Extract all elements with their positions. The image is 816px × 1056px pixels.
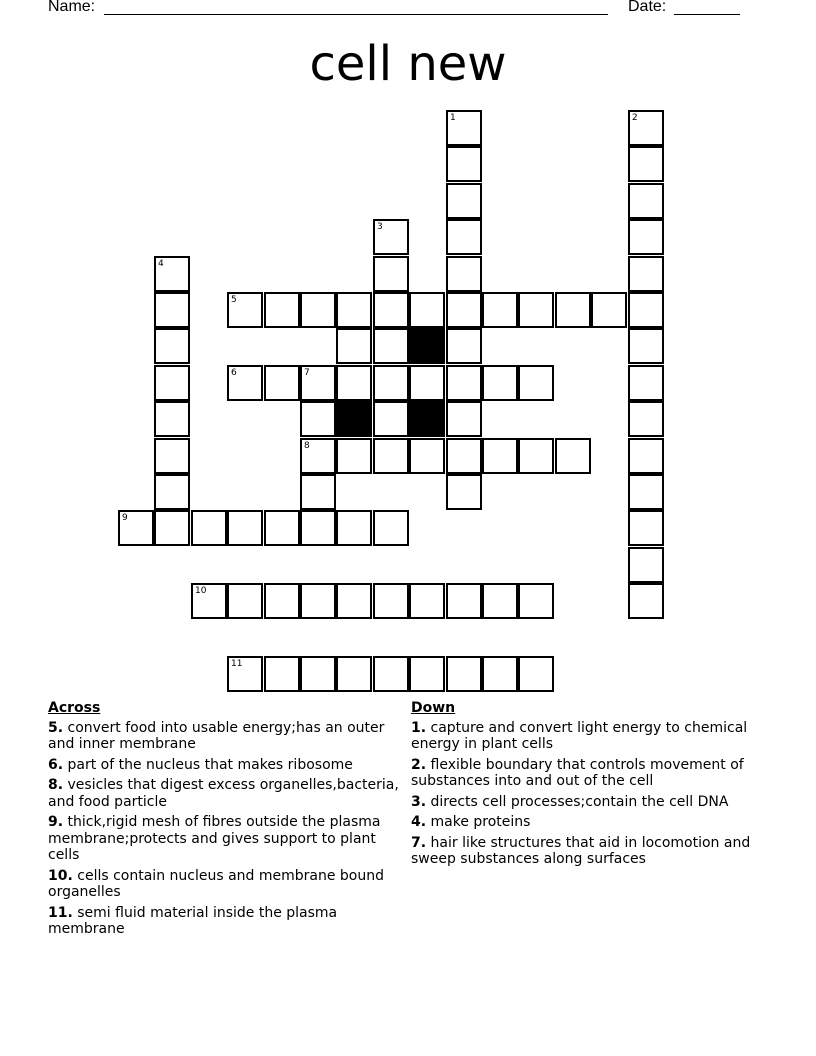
grid-cell[interactable] <box>373 401 409 437</box>
grid-cell[interactable] <box>191 583 227 619</box>
grid-cell[interactable] <box>227 583 263 619</box>
grid-cell[interactable] <box>628 256 664 292</box>
grid-cell[interactable] <box>373 365 409 401</box>
clue-text: directs cell processes;contain the cell DNA <box>430 793 729 810</box>
grid-cell[interactable] <box>446 292 482 328</box>
clue-down-4 <box>411 814 761 831</box>
clue-number: 1. <box>411 719 427 736</box>
grid-cell[interactable] <box>409 292 445 328</box>
clue-text: capture and convert light energy to chemical energy in plant cells <box>411 719 748 752</box>
clue-across-5 <box>48 720 400 753</box>
grid-cell[interactable] <box>628 219 664 255</box>
grid-cell[interactable] <box>518 365 554 401</box>
grid-cell[interactable] <box>628 365 664 401</box>
clue-number-label: 2 <box>632 113 638 123</box>
grid-cell[interactable] <box>264 365 300 401</box>
grid-cell[interactable] <box>628 328 664 364</box>
clue-text: semi fluid material inside the plasma membrane <box>48 904 338 937</box>
clue-text: thick,rigid mesh of fibres outside the plasma membrane;protects and gives support to plant cells <box>48 814 381 863</box>
grid-cell[interactable] <box>300 401 336 437</box>
clue-number-label: 10 <box>195 586 207 596</box>
grid-cell[interactable] <box>264 656 300 692</box>
clue-text: convert food into usable energy;has an outer and inner membrane <box>48 719 385 752</box>
clue-number-label: 5 <box>231 295 237 305</box>
grid-cell[interactable] <box>336 328 372 364</box>
grid-cell[interactable] <box>154 401 190 437</box>
clue-text: flexible boundary that controls movement of substances into and out of the cell <box>411 756 744 789</box>
grid-cell[interactable] <box>446 110 482 146</box>
down-heading: Down <box>411 700 456 716</box>
grid-cell[interactable] <box>482 292 518 328</box>
grid-cell[interactable] <box>373 656 409 692</box>
clue-number: 7. <box>411 834 427 851</box>
grid-cell[interactable] <box>154 365 190 401</box>
grid-cell[interactable] <box>373 256 409 292</box>
grid-cell[interactable] <box>446 256 482 292</box>
clue-down-3 <box>411 794 761 811</box>
grid-cell[interactable] <box>154 474 190 510</box>
grid-cell[interactable] <box>373 438 409 474</box>
grid-cell[interactable] <box>264 583 300 619</box>
grid-cell[interactable] <box>555 438 591 474</box>
grid-cell[interactable] <box>336 365 372 401</box>
grid-cell[interactable] <box>300 474 336 510</box>
grid-cell[interactable] <box>628 183 664 219</box>
grid-cell[interactable] <box>446 474 482 510</box>
black-square <box>409 401 445 437</box>
grid-cell[interactable] <box>591 292 627 328</box>
grid-cell[interactable] <box>446 583 482 619</box>
grid-cell[interactable] <box>227 292 263 328</box>
clue-number-label: 1 <box>450 113 456 123</box>
grid-cell[interactable] <box>373 328 409 364</box>
grid-cell[interactable] <box>227 510 263 546</box>
grid-cell[interactable] <box>628 583 664 619</box>
clue-across-6 <box>48 757 400 774</box>
grid-cell[interactable] <box>154 328 190 364</box>
grid-cell[interactable] <box>409 438 445 474</box>
grid-cell[interactable] <box>409 656 445 692</box>
grid-cell[interactable] <box>227 656 263 692</box>
grid-cell[interactable] <box>628 292 664 328</box>
grid-cell[interactable] <box>446 656 482 692</box>
black-square <box>336 401 372 437</box>
clue-number: 2. <box>411 756 427 773</box>
grid-cell[interactable] <box>300 583 336 619</box>
grid-cell[interactable] <box>336 656 372 692</box>
grid-cell[interactable] <box>628 474 664 510</box>
clue-text: vesicles that digest excess organelles,bacteria, and food particle <box>48 777 399 810</box>
clue-number-label: 11 <box>231 659 243 669</box>
grid-cell[interactable] <box>518 438 554 474</box>
grid-cell[interactable] <box>446 219 482 255</box>
grid-cell[interactable] <box>191 510 227 546</box>
grid-cell[interactable] <box>154 292 190 328</box>
grid-cell[interactable] <box>409 365 445 401</box>
grid-cell[interactable] <box>227 365 263 401</box>
grid-cell[interactable] <box>628 110 664 146</box>
grid-cell[interactable] <box>518 656 554 692</box>
across-heading: Across <box>48 700 101 716</box>
grid-cell[interactable] <box>628 547 664 583</box>
clue-number: 10. <box>48 867 73 884</box>
grid-cell[interactable] <box>300 438 336 474</box>
grid-cell[interactable] <box>336 510 372 546</box>
grid-cell[interactable] <box>264 510 300 546</box>
grid-cell[interactable] <box>628 438 664 474</box>
clue-number-label: 4 <box>158 259 164 269</box>
clue-number: 8. <box>48 777 64 793</box>
clue-number: 4. <box>411 814 427 830</box>
grid-cell[interactable] <box>446 328 482 364</box>
clue-down-2 <box>411 757 761 790</box>
grid-cell[interactable] <box>336 292 372 328</box>
grid-cell[interactable] <box>628 401 664 437</box>
grid-cell[interactable] <box>336 438 372 474</box>
grid-cell[interactable] <box>118 510 154 546</box>
grid-cell[interactable] <box>482 365 518 401</box>
clue-number: 3. <box>411 793 427 810</box>
clue-across-9 <box>48 814 400 864</box>
clue-number-label: 8 <box>304 441 310 451</box>
grid-cell[interactable] <box>628 146 664 182</box>
grid-cell[interactable] <box>336 583 372 619</box>
clue-across-10 <box>48 868 400 901</box>
grid-cell[interactable] <box>154 256 190 292</box>
clue-down-7 <box>411 835 761 868</box>
grid-cell[interactable] <box>518 583 554 619</box>
black-square <box>409 328 445 364</box>
clue-number: 5. <box>48 719 64 736</box>
grid-cell[interactable] <box>154 510 190 546</box>
grid-cell[interactable] <box>264 292 300 328</box>
grid-cell[interactable] <box>482 656 518 692</box>
grid-cell[interactable] <box>300 365 336 401</box>
clue-text: cells contain nucleus and membrane bound organelles <box>48 867 385 900</box>
clue-number: 6. <box>48 756 64 773</box>
clue-number: 9. <box>48 814 64 830</box>
grid-cell[interactable] <box>300 292 336 328</box>
clue-text: hair like structures that aid in locomotion and sweep substances along surfaces <box>411 834 751 867</box>
clue-down-1 <box>411 720 761 753</box>
grid-cell[interactable] <box>446 401 482 437</box>
clue-number: 11. <box>48 904 73 921</box>
clue-text: make proteins <box>430 814 531 830</box>
clue-text: part of the nucleus that makes ribosome <box>67 756 353 773</box>
grid-cell[interactable] <box>446 438 482 474</box>
grid-cell[interactable] <box>373 510 409 546</box>
grid-cell[interactable] <box>373 583 409 619</box>
clue-across-11 <box>48 905 400 938</box>
down-clues <box>411 700 761 872</box>
grid-cell[interactable] <box>482 438 518 474</box>
clue-number-label: 7 <box>304 368 310 378</box>
clue-number-label: 9 <box>122 513 128 523</box>
grid-cell[interactable] <box>628 510 664 546</box>
clue-across-8 <box>48 777 400 810</box>
clue-number-label: 3 <box>377 222 383 232</box>
grid-cell[interactable] <box>300 656 336 692</box>
grid-cell[interactable] <box>555 292 591 328</box>
grid-cell[interactable] <box>482 583 518 619</box>
grid-cell[interactable] <box>446 365 482 401</box>
puzzle-title: cell new <box>309 36 507 92</box>
grid-cell[interactable] <box>154 438 190 474</box>
grid-cell[interactable] <box>300 510 336 546</box>
grid-cell[interactable] <box>409 583 445 619</box>
name-label: Name: <box>48 0 96 15</box>
grid-cell[interactable] <box>446 183 482 219</box>
grid-cell[interactable] <box>373 292 409 328</box>
grid-cell[interactable] <box>518 292 554 328</box>
grid-cell[interactable] <box>373 219 409 255</box>
grid-cell[interactable] <box>446 146 482 182</box>
across-clues <box>48 700 400 942</box>
date-label: Date: <box>628 0 667 15</box>
clue-number-label: 6 <box>231 368 237 378</box>
